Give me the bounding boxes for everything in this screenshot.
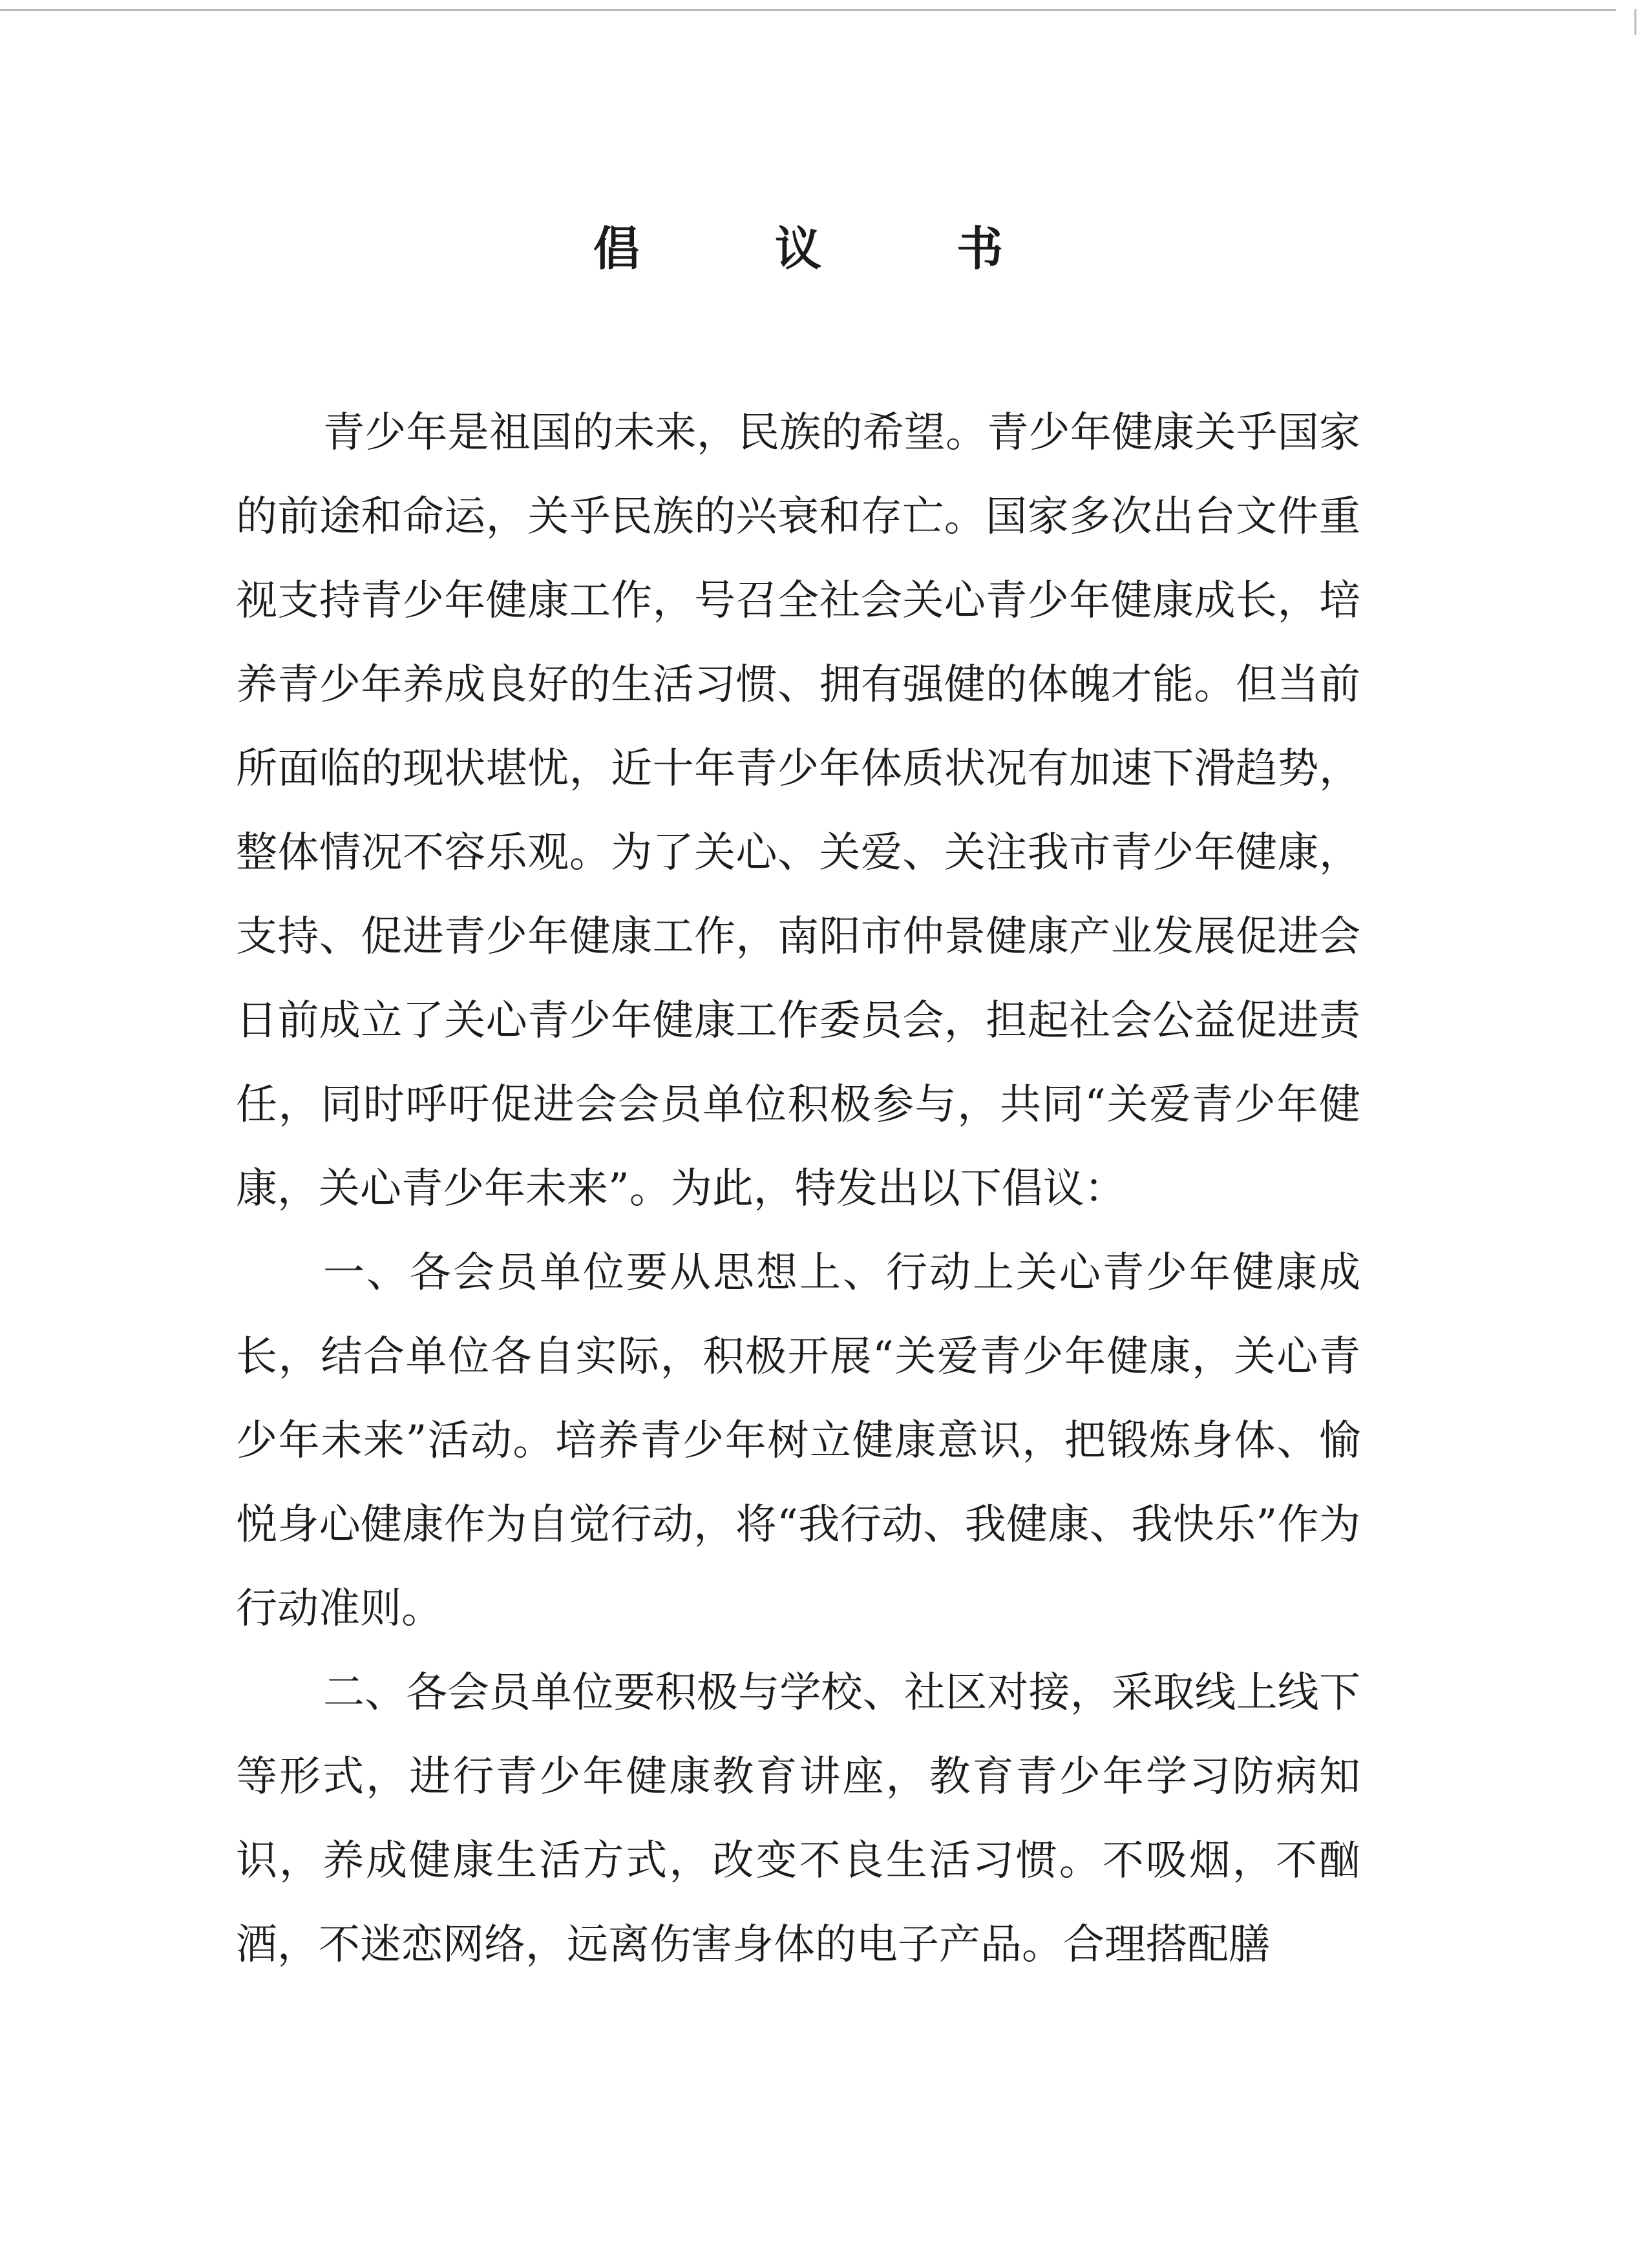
document-title: 倡 议 书: [593, 221, 1063, 276]
document-page: [236, 213, 1360, 1987]
paragraph-intro: 青少年是祖国的未来，民族的希望。青少年健康关乎国家的前途和命运，关乎民族的兴衰和存亡。国家多次出台文件重视支持青少年健康工作，号召全社会关心青少年健康成长，培养青少年养成良好的生活习惯、拥有强健的体魄才能。但当前所面临的现状堪忧，近十年青少年体质状况有加速下滑趋势，整体情况不容乐观。为了关心、关爱、关注我市青少年健康，支持、促进青少年健康工作，南阳市仲景健康产业发展促进会日前成立了关心青少年健康工作委员会，担起社会公益促进责任，同时呼吁促进会会员单位积极参与，共同“关爱青少年健康，关心青少年未来”。为此，特发出以下倡议：: [236, 409, 1360, 1213]
scan-edge-top: [0, 9, 1616, 11]
paragraph-item-two: 二、各会员单位要积极与学校、社区对接，采取线上线下等形式，进行青少年健康教育讲座，教育青少年学习防病知识，养成健康生活方式，改变不良生活习惯。不吸烟，不酗酒，不迷恋网络，远离伤害身体的电子产品。合理搭配膳: [236, 1669, 1360, 1969]
scan-edge-right: [1634, 9, 1636, 35]
paragraph-item-one: 一、各会员单位要从思想上、行动上关心青少年健康成长，结合单位各自实际，积极开展“关爱青少年健康，关心青少年未来”活动。培养青少年树立健康意识，把锻炼身体、愉悦身心健康作为自觉行动，将“我行动、我健康、我快乐”作为行动准则。: [236, 1249, 1360, 1633]
